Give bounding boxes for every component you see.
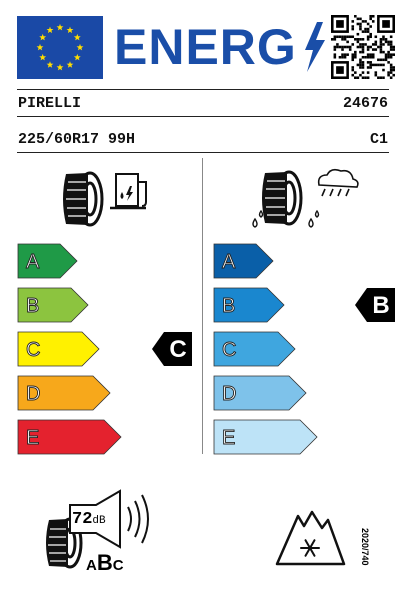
fuel-class-letter: B [26,295,40,317]
wet-rating-letter: B [372,292,390,319]
energy-title: ENERG [114,19,297,75]
wet-class-letter: C [222,339,237,361]
noise-class-letter: C [112,557,124,574]
wet-class-letter: B [222,295,236,317]
tyre-size: 225/60R17 99H [18,131,136,148]
supplier-name: PIRELLI [18,95,82,112]
fuel-class-letter: E [26,427,40,449]
fuel-rating-letter: C [169,336,187,363]
noise-value: 72 [72,510,93,529]
three-peak-mountain-snowflake-icon [274,508,346,566]
wet-class-a [214,244,273,278]
wet-rating-marker [355,288,395,322]
tyre-class: C1 [369,131,388,148]
model-id: 24676 [342,95,388,112]
wet-class-letter: D [222,383,237,405]
fuel-class-letter: A [26,251,40,273]
noise-class-letter: A [86,557,97,574]
regulation-number: 2020/740 [360,528,370,566]
wet-class-letter: A [222,251,236,273]
fuel-class-letter: D [26,383,41,405]
wet-class-d [214,376,306,410]
wet-class-b [214,288,284,322]
noise-class-letters [86,550,124,576]
wet-class-letter: E [222,427,236,449]
wet-class-c [214,332,295,366]
fuel-class-letter: C [26,339,41,361]
noise-class-letter: B [96,550,113,575]
wet-class-e [214,420,317,454]
noise-unit: dB [92,515,106,527]
